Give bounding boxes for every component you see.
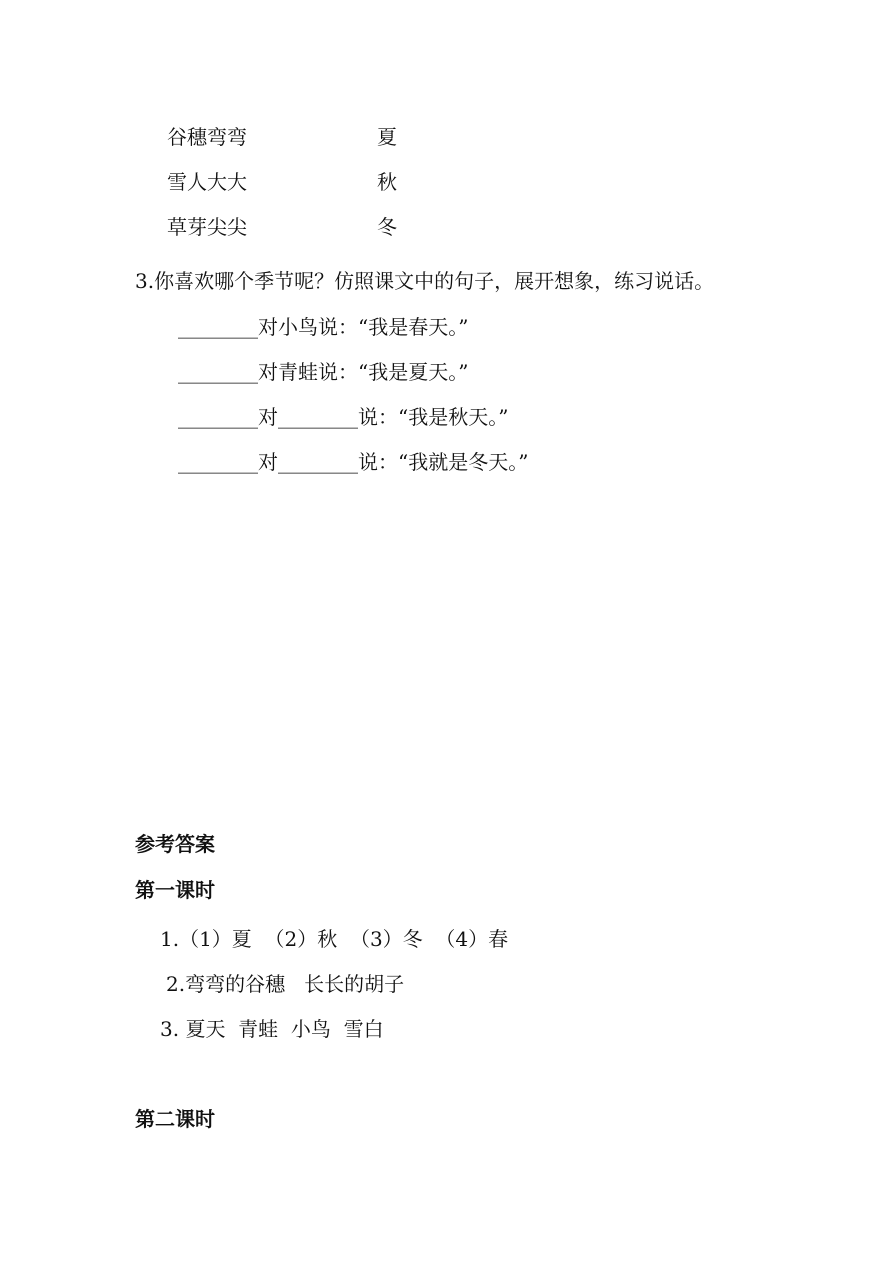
question-3-line-3: ________对________说：“我是秋天。” — [178, 405, 509, 429]
question-3-line-2: ________对青蛙说：“我是夏天。” — [178, 360, 469, 384]
answer-3: 3. 夏天 青蛙 小鸟 雪白 — [160, 1017, 384, 1041]
answer-1: 1.（1）夏 （2）秋 （3）冬 （4）春 — [160, 927, 509, 951]
answers-heading: 参考答案 — [135, 832, 215, 856]
match-right-2: 秋 — [377, 170, 397, 194]
answer-2: 2.弯弯的谷穗 长长的胡子 — [166, 972, 405, 996]
match-left-1: 谷穗弯弯 — [167, 125, 247, 149]
lesson-2-title: 第二课时 — [135, 1107, 215, 1131]
match-left-2: 雪人大大 — [167, 170, 247, 194]
lesson-1-title: 第一课时 — [135, 878, 215, 902]
match-right-1: 夏 — [377, 125, 397, 149]
match-left-3: 草芽尖尖 — [167, 215, 247, 239]
question-3-line-4: ________对________说：“我就是冬天。” — [178, 450, 529, 474]
question-3-prompt: 3.你喜欢哪个季节呢？仿照课文中的句子，展开想象，练习说话。 — [135, 269, 715, 293]
question-3-line-1: ________对小鸟说：“我是春天。” — [178, 315, 469, 339]
match-right-3: 冬 — [377, 215, 397, 239]
